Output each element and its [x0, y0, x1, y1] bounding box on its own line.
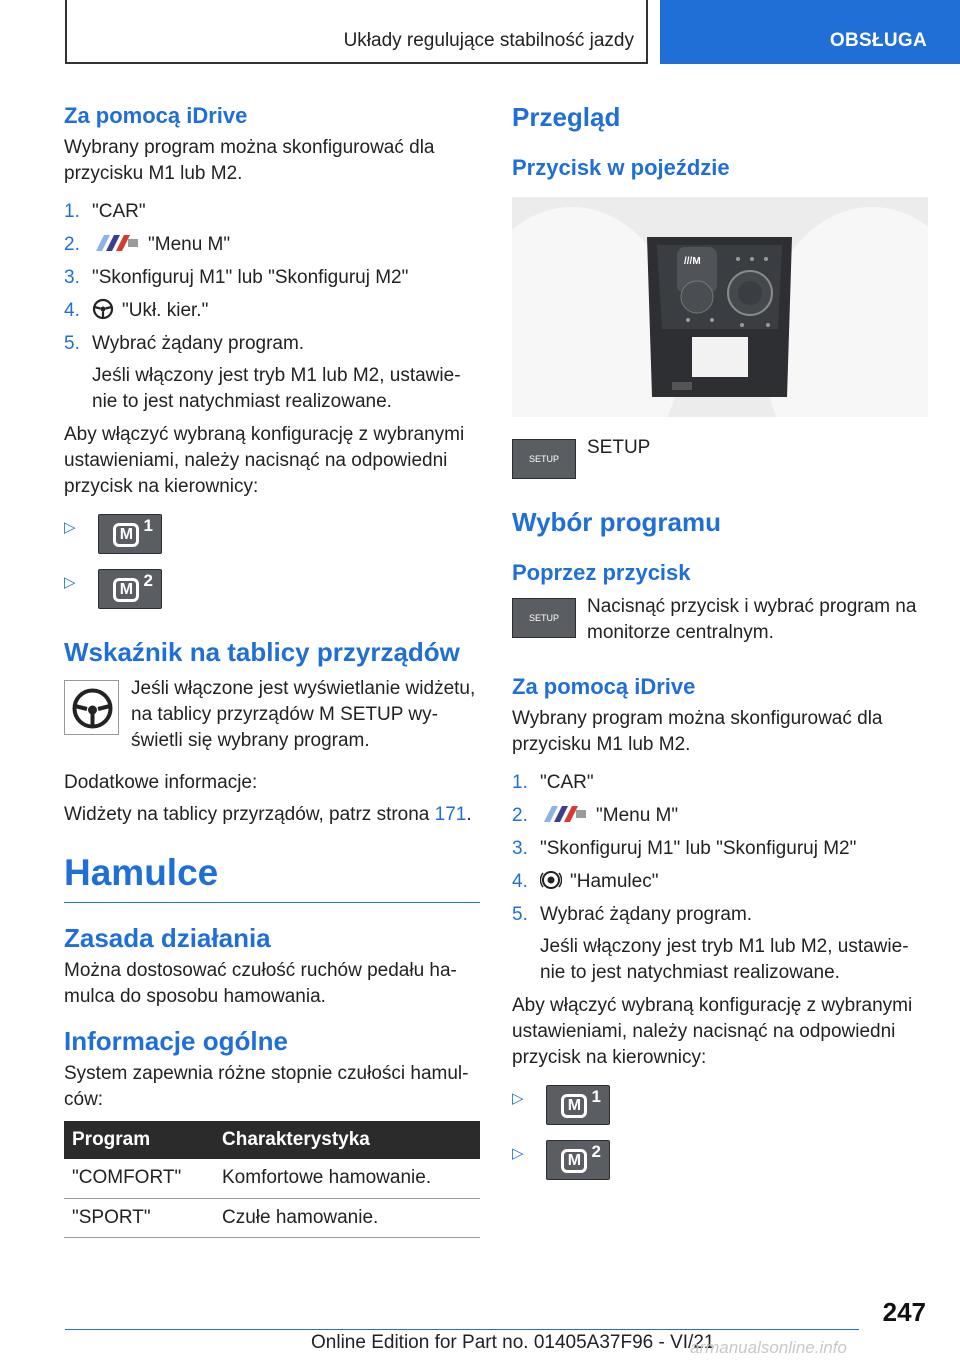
- heading-rule: [64, 902, 480, 903]
- page-link[interactable]: 171: [434, 804, 467, 825]
- principle-heading: Zasada działania: [64, 923, 271, 953]
- idrive-intro-right: Wybrany program można skonfigurować dla przycisku M1 lub M2.: [512, 708, 883, 755]
- widgets-ref: Widżety na tablicy przyrządów, patrz strona 171.: [64, 804, 472, 825]
- idrive-heading-right: Za pomocą iDrive: [512, 674, 696, 699]
- indicator-block: [64, 680, 480, 754]
- steering-icon: [92, 298, 114, 320]
- list-item: 4. "Hamulec": [512, 871, 659, 892]
- via-button-heading: Poprzez przycisk: [512, 560, 691, 585]
- brake-icon: [540, 869, 562, 891]
- bullet-triangle-icon: ▷: [64, 574, 76, 591]
- table-row: "COMFORT" Komfortowe hamowanie.: [64, 1159, 480, 1198]
- button-heading: Przycisk w pojeździe: [512, 155, 730, 180]
- header-section-tab[interactable]: [660, 0, 960, 64]
- idrive-heading: Za pomocą iDrive: [64, 103, 248, 128]
- via-button-row: [512, 598, 928, 646]
- m2-row-right: [512, 1140, 928, 1180]
- header-title-box: [65, 0, 648, 64]
- indicator-text: Jeśli włączone jest wyświetlanie widżetu, na tablicy przyrządów M SETUP wy-świetli się wybrany program.: [131, 678, 476, 751]
- setup-button-icon: SETUP: [512, 439, 576, 479]
- right-column: [512, 100, 928, 1180]
- brand-watermark: armanualsonline.info: [690, 1338, 847, 1357]
- bullet-triangle-icon: ▷: [512, 1090, 524, 1107]
- via-button-text: Nacisnąć przycisk i wybrać program na monitorze centralnym.: [587, 596, 917, 643]
- m1-row-right: [512, 1085, 928, 1125]
- general-heading: Informacje ogólne: [64, 1026, 288, 1056]
- m1-row: [64, 514, 480, 554]
- table-header-row: Program Charakterystyka: [64, 1121, 480, 1159]
- bullet-triangle-icon: ▷: [64, 519, 76, 536]
- center-console-photo: [512, 197, 928, 417]
- page-number: 247: [882, 1297, 926, 1327]
- footer-rule: [65, 1329, 859, 1330]
- general-text: System zapewnia różne stopnie czułości hamul-ców:: [64, 1063, 469, 1110]
- svg-text:///M: ///M: [684, 256, 701, 267]
- edition-text: Online Edition for Part no. 01405A37F96 - VI/21: [311, 1332, 715, 1353]
- indicator-heading: Wskaźnik na tablicy przyrządów: [64, 637, 460, 667]
- bullet-triangle-icon: ▷: [512, 1145, 524, 1162]
- m1-button-icon: M 1: [98, 514, 162, 554]
- setup-button-icon: SETUP: [512, 598, 576, 638]
- list-item: 5. Wybrać żądany program. Jeśli włączony jest tryb M1 lub M2, ustawie-nie to jest natychmiast realizowane.: [64, 333, 461, 412]
- idrive-intro: Wybrany program można skonfigurować dla przycisku M1 lub M2.: [64, 137, 435, 184]
- apply-text: Aby włączyć wybraną konfigurację z wybranymi ustawieniami, należy nacisnąć na odpowiedni przycisk na kierownicy:: [64, 424, 465, 497]
- brakes-heading: Hamulce: [64, 852, 219, 893]
- setup-row: [512, 439, 928, 479]
- apply-text-right: Aby włączyć wybraną konfigurację z wybranymi ustawieniami, należy nacisnąć na odpowiedni przycisk na kierownicy:: [512, 995, 913, 1068]
- selection-heading: Wybór programu: [512, 507, 721, 537]
- overview-heading: Przegląd: [512, 102, 621, 132]
- m-menu-icon: [92, 233, 140, 253]
- idrive-steps-right: [512, 770, 928, 986]
- list-item: 1. "CAR": [64, 201, 146, 222]
- steering-wheel-icon: [64, 680, 119, 735]
- list-item: 1. "CAR": [512, 772, 594, 793]
- m-menu-icon: [540, 804, 588, 824]
- m2-button-icon: M 2: [546, 1140, 610, 1180]
- list-item: 2. "Menu M": [64, 234, 231, 255]
- section-label: OBSŁUGA: [829, 30, 927, 51]
- m2-row: [64, 569, 480, 609]
- list-item: 3. "Skonfiguruj M1" lub "Skonfiguruj M2": [512, 838, 857, 859]
- list-item: 3. "Skonfiguruj M1" lub "Skonfiguruj M2": [64, 267, 409, 288]
- list-item: 4. "Ukł. kier.": [64, 300, 209, 321]
- m1-button-icon: M 1: [546, 1085, 610, 1125]
- table-row: "SPORT" Czułe hamowanie.: [64, 1198, 480, 1237]
- idrive-steps: [64, 199, 480, 415]
- list-item: 5. Wybrać żądany program. Jeśli włączony jest tryb M1 lub M2, ustawie-nie to jest natychmiast realizowane.: [512, 904, 909, 983]
- principle-text: Można dostosować czułość ruchów pedału ha-mulca do sposobu hamowania.: [64, 960, 457, 1007]
- chapter-title: Układy regulujące stabilność jazdy: [343, 30, 634, 51]
- more-info: Dodatkowe informacje:: [64, 772, 258, 793]
- program-table: [64, 1121, 480, 1238]
- m2-button-icon: M 2: [98, 569, 162, 609]
- setup-label: SETUP: [587, 437, 651, 458]
- list-item: 2. "Menu M": [512, 805, 679, 826]
- left-column: [64, 100, 480, 1238]
